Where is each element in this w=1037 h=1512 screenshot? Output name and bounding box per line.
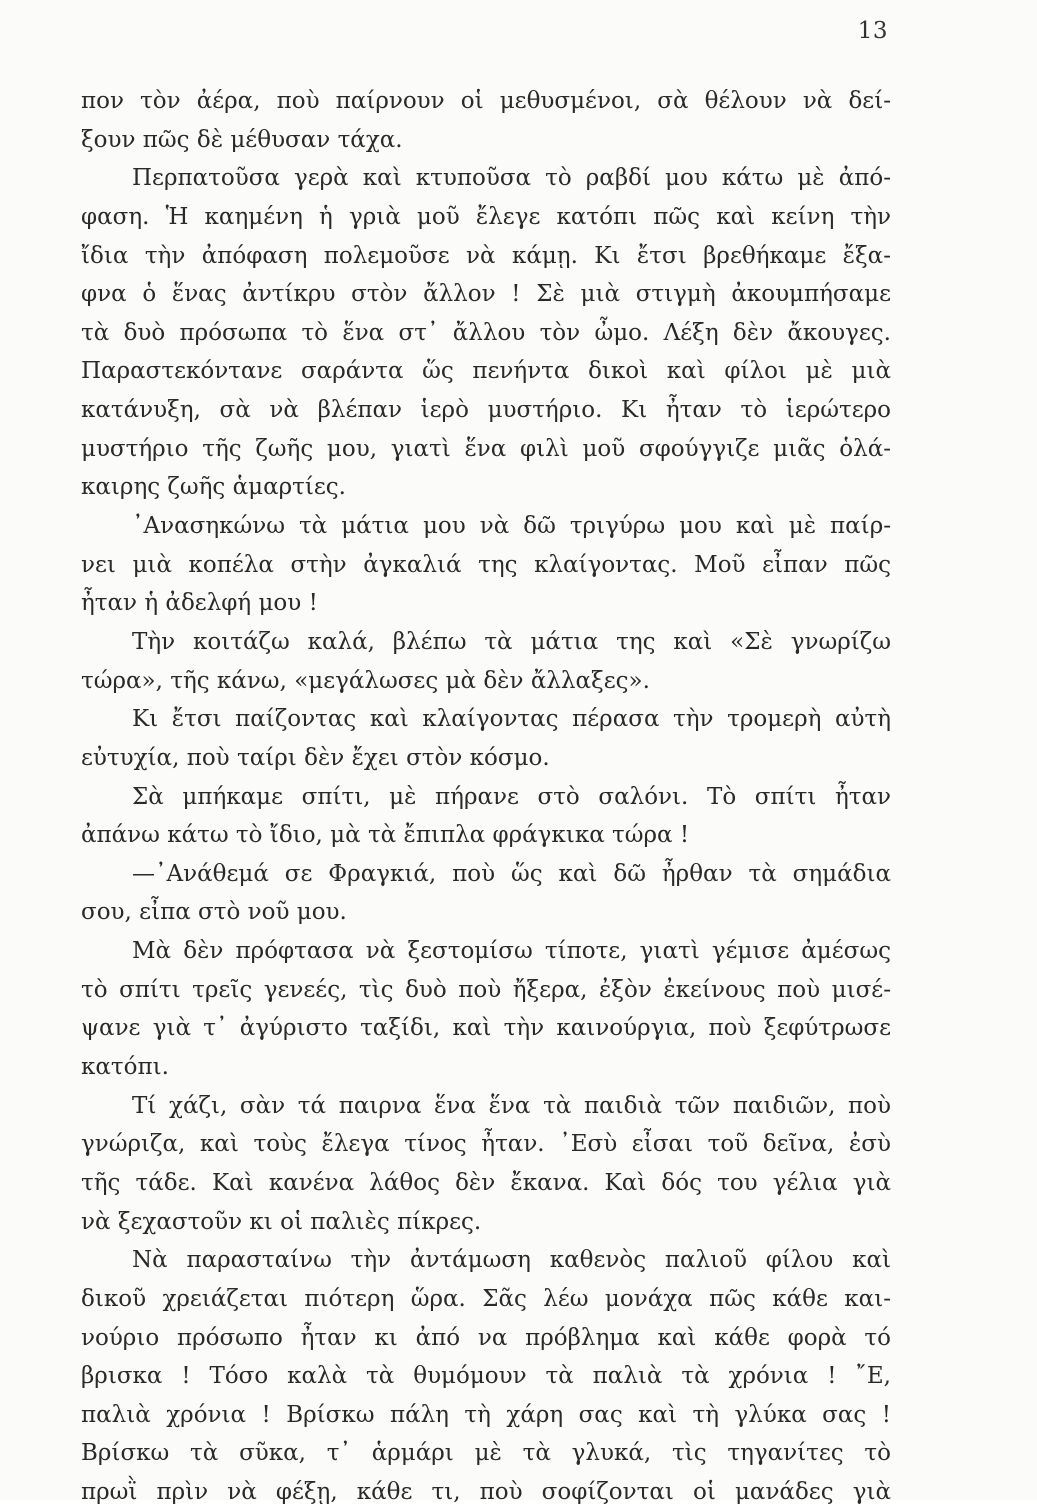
text-line: Νὰ παρασταίνω τὴν ἀντάμωση καθενὸς παλιοῦ φίλου καὶ — [132, 1247, 891, 1274]
text-line: μυστήριο τῆς ζωῆς μου, γιατὶ ἕνα φιλὶ μοῦ σφούγγιζε μιᾶς ὁλά- — [81, 435, 891, 462]
text-line: κατάνυξη, σὰ νὰ βλέπαν ἱερὸ μυστήριο. Κι ἦταν τὸ ἱερώτερο — [81, 397, 891, 424]
text-line: κατόπι. — [81, 1054, 169, 1081]
text-line: ἀπάνω κάτω τὸ ἴδιο, μὰ τὰ ἔπιπλα φράγκικα τώρα ! — [81, 822, 690, 849]
text-line: σου, εἶπα στὸ νοῦ μου. — [81, 899, 347, 926]
text-line: ψανε γιὰ τ᾿ ἀγύριστο ταξίδι, καὶ τὴν καινούργια, ποὺ ξεφύτρωσε — [81, 1015, 891, 1042]
text-line: πον τὸν ἀέρα, ποὺ παίρνουν οἱ μεθυσμένοι, σὰ θέλουν νὰ δεί- — [81, 88, 891, 114]
text-line: βρισκα ! Τόσο καλὰ τὰ θυμόμουν τὰ παλιὰ τὰ χρόνια ! ῎Ε, — [81, 1363, 891, 1390]
text-line: τὸ σπίτι τρεῖς γενεές, τὶς δυὸ ποὺ ἤξερα, ἐξὸν ἐκείνους ποὺ μισέ- — [81, 976, 891, 1003]
text-line: πρωῒ πρὶν νὰ φέξῃ, κάθε τι, ποὺ σοφίζονται οἱ μανάδες γιὰ — [81, 1479, 891, 1506]
text-line: Σὰ μπήκαμε σπίτι, μὲ πήρανε στὸ σαλόνι. Τὸ σπίτι ἦταν — [132, 783, 891, 810]
text-line: —᾿Ανάθεμά σε Φραγκιά, ποὺ ὥς καὶ δῶ ἦρθαν τὰ σημάδια — [132, 860, 891, 887]
text-line: τῆς τάδε. Καὶ κανένα λάθος δὲν ἔκανα. Καὶ δός του γέλια γιὰ — [81, 1169, 891, 1196]
text-line: παλιὰ χρόνια ! Βρίσκω πάλη τὴ χάρη σας καὶ τὴ γλύκα σας ! — [81, 1401, 891, 1428]
text-line: Τί χάζι, σὰν τά παιρνα ἕνα ἕνα τὰ παιδιὰ τῶν παιδιῶν, ποὺ — [132, 1092, 891, 1119]
text-line: τώρα», τῆς κάνω, «μεγάλωσες μὰ δὲν ἄλλαξες». — [81, 667, 650, 694]
page-number: 13 — [857, 18, 888, 44]
text-line: δικοῦ χρειάζεται πιότερη ὥρα. Σᾶς λέω μονάχα πῶς κάθε και- — [81, 1285, 891, 1312]
text-line: Κι ἔτσι παίζοντας καὶ κλαίγοντας πέρασα τὴν τρομερὴ αὐτὴ — [132, 706, 891, 733]
text-line: Παραστεκόντανε σαράντα ὥς πενήντα δικοὶ καὶ φίλοι μὲ μιὰ — [81, 358, 891, 385]
text-line: τὰ δυὸ πρόσωπα τὸ ἕνα στ᾿ ἄλλου τὸν ὦμο. Λέξη δὲν ἄκουγες. — [81, 319, 891, 346]
text-line: γνώριζα, καὶ τοὺς ἔλεγα τίνος ἦταν. ᾿Εσὺ εἶσαι τοῦ δεῖνα, ἐσὺ — [81, 1131, 891, 1158]
text-line: εὐτυχία, ποὺ ταίρι δὲν ἔχει στὸν κόσμο. — [81, 744, 550, 771]
text-line: φνα ὁ ἕνας ἀντίκρυ στὸν ἄλλον ! Σὲ μιὰ στιγμὴ ἀκουμπήσαμε — [81, 281, 891, 308]
text-line: ἴδια τὴν ἀπόφαση πολεμοῦσε νὰ κάμῃ. Κι ἔτσι βρεθήκαμε ἔξα- — [81, 242, 891, 269]
text-line: Μὰ δὲν πρόφτασα νὰ ξεστομίσω τίποτε, γιατὶ γέμισε ἀμέσως — [132, 938, 891, 965]
text-line: ᾿Ανασηκώνω τὰ μάτια μου νὰ δῶ τριγύρω μου καὶ μὲ παίρ- — [132, 513, 891, 540]
text-line: ἦταν ἡ ἀδελφή μου ! — [81, 590, 318, 617]
text-line: Περπατοῦσα γερὰ καὶ κτυποῦσα τὸ ραβδί μου κάτω μὲ ἀπό- — [132, 165, 891, 192]
text-line: Τὴν κοιτάζω καλά, βλέπω τὰ μάτια της καὶ «Σὲ γνωρίζω — [132, 628, 891, 655]
text-line: ξουν πῶς δὲ μέθυσαν τάχα. — [81, 126, 403, 153]
text-line: Βρίσκω τὰ σῦκα, τ᾿ ἁρμάρι μὲ τὰ γλυκά, τὶς τηγανίτες τὸ — [81, 1440, 891, 1467]
text-line: νὰ ξεχαστοῦν κι οἱ παλιὲς πίκρες. — [81, 1208, 482, 1235]
text-line: καιρης ζωῆς ἁμαρτίες. — [81, 474, 346, 501]
text-line: νούριο πρόσωπο ἦταν κι ἀπό να πρόβλημα καὶ κάθε φορὰ τό — [81, 1324, 891, 1351]
body-text — [81, 82, 891, 1512]
text-line: φαση. Ἡ καημένη ἡ γριὰ μοῦ ἔλεγε κατόπι πῶς καὶ κείνη τὴν — [81, 203, 891, 230]
text-line: νει μιὰ κοπέλα στὴν ἀγκαλιά της κλαίγοντας. Μοῦ εἶπαν πῶς — [81, 551, 891, 578]
